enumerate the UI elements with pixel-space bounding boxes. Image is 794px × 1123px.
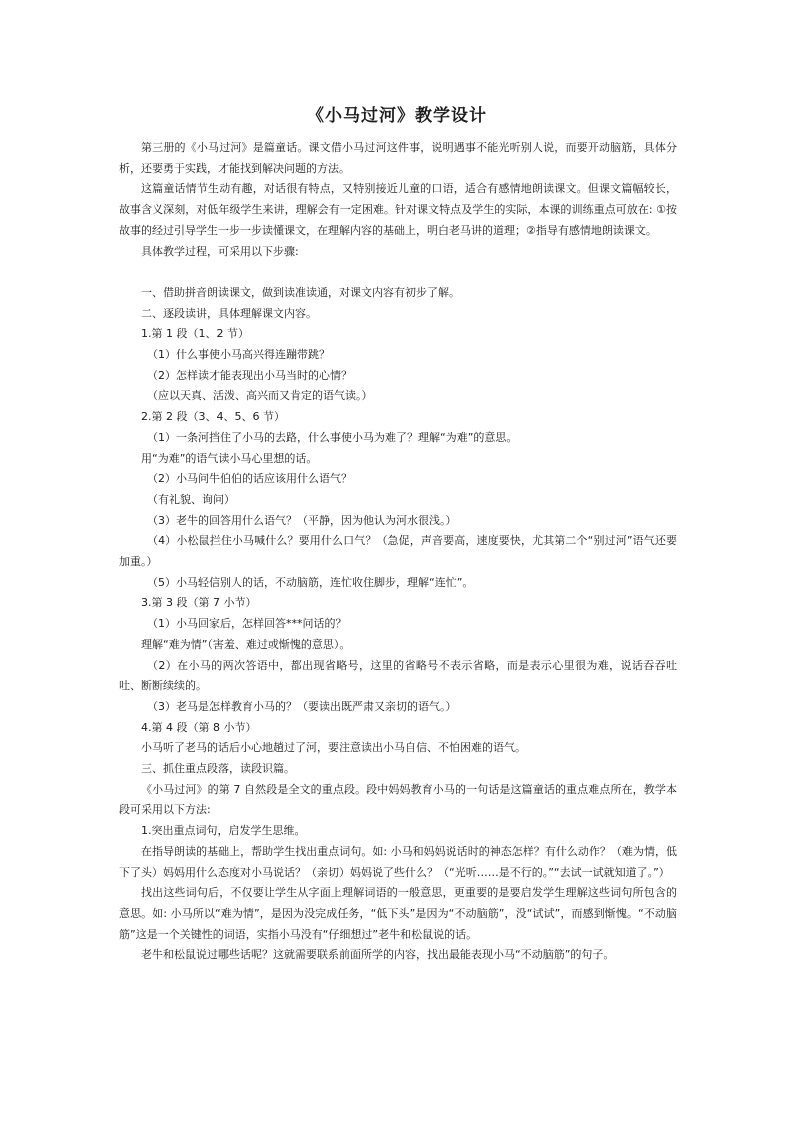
paragraph: 理解“难为情”（害羞、难过或惭愧的意思）。 [141,637,351,651]
paragraph: （5）小马轻信别人的话，不动脑筋，连忙收住脚步，理解“连忙”。 [147,575,474,589]
paragraph: （4）小松鼠拦住小马喊什么？要用什么口气？（急促，声音要高，速度要快，尤其第二个“别过河”语气还要加重。） [119,534,677,569]
paragraph: 4.第 4 段（第 8 小节） [141,720,257,734]
paragraph: （2）小马问牛伯伯的话应该用什么语气？ [147,472,352,486]
document-title: 《小马过河》教学设计 [307,106,487,126]
paragraph: 具体教学过程，可采用以下步骤: [141,244,299,258]
paragraph: （1）什么事使小马高兴得连蹦带跳？ [147,348,330,362]
paragraph: 小马听了老马的话后小心地趟过了河，要注意读出小马自信、不怕困难的语气。 [141,741,526,755]
paragraph: （2）怎样读才能表现出小马当时的心情？ [147,368,352,382]
paragraph: 找出这些词句后，不仅要让学生从字面上理解词语的一般意思，更重要的是要启发学生理解这些词句所包含的意思。如: 小马所以“难为情”，是因为没完成任务，“低下头”是因为“不动脑筋”，没“试试”，而感到惭愧。“不动脑筋”这是一个关键性的词语，实指小马没有“仔细想过”老牛和松鼠说的话。 [119,886,677,941]
paragraph: （1）一条河挡住了小马的去路，什么事使小马为难了？理解“为难”的意思。 [147,430,518,444]
paragraph: 1.突出重点词句，启发学生思维。 [141,824,306,838]
paragraph: 老牛和松鼠说过哪些话呢？这就需要联系前面所学的内容，找出最能表现小马“不动脑筋”的句子。 [141,948,615,962]
paragraph: （有礼貌、询问） [147,492,235,506]
paragraph: 1.第 1 段（1、2 节） [141,327,249,341]
document-body [119,138,677,966]
paragraph: 2.第 2 段（3、4、5、6 节） [141,410,285,424]
paragraph: （3）老牛的回答用什么语气？（平静，因为他认为河水很浅。） [147,513,457,527]
blank-line [119,262,677,283]
paragraph: 《小马过河》的第 7 自然段是全文的重点段。段中妈妈教育小马的一句话是这篇童话的重点难点所在，教学本段可采用以下方法: [119,782,677,817]
paragraph: 一、借助拼音朗读课文，做到读准读通，对课文内容有初步了解。 [141,285,460,299]
paragraph: 在指导朗读的基础上，帮助学生找出重点词句。如: 小马和妈妈说话时的神态怎样？有什么动作？（难为情，低下了头）妈妈用什么态度对小马说话？（亲切）妈妈说了些什么？（“光听……是不行的。”“去试一试就知道了。”） [119,844,677,879]
paragraph: （应以天真、活泼、高兴而又肯定的语气读。） [147,389,373,403]
paragraph: （1）小马回家后，怎样回答***问话的？ [147,617,347,631]
paragraph: 3.第 3 段（第 7 小节） [141,596,257,610]
paragraph: 这篇童话情节生动有趣，对话很有特点，又特别接近儿童的口语，适合有感情地朗读课文。但课文篇幅较长，故事含义深刻，对低年级学生来讲，理解会有一定困难。针对课文特点及学生的实际，本课的训练重点可放在: ①按故事的经过引导学生一步一步读懂课文，在理解内容的基础上，明白老马讲的道理；②指导有感情地朗读课文。 [119,182,677,237]
paragraph: 第三册的《小马过河》是篇童话。课文借小马过河这件事，说明遇事不能光听别人说，而要开动脑筋，具体分析，还要勇于实践，才能找到解决问题的方法。 [119,141,677,175]
paragraph: 用“为难”的语气读小马心里想的话。 [141,451,318,465]
paragraph: 二、逐段读讲，具体理解课文内容。 [141,306,317,320]
paragraph: （3）老马是怎样教育小马的？（要读出既严肃又亲切的语气。） [147,699,457,713]
paragraph: （2）在小马的两次答语中，都出现省略号，这里的省略号不表示省略，而是表示心里很为难，说话吞吞吐吐、断断续续的。 [119,658,677,693]
paragraph: 三、抓住重点段落，读段识篇。 [141,762,295,776]
